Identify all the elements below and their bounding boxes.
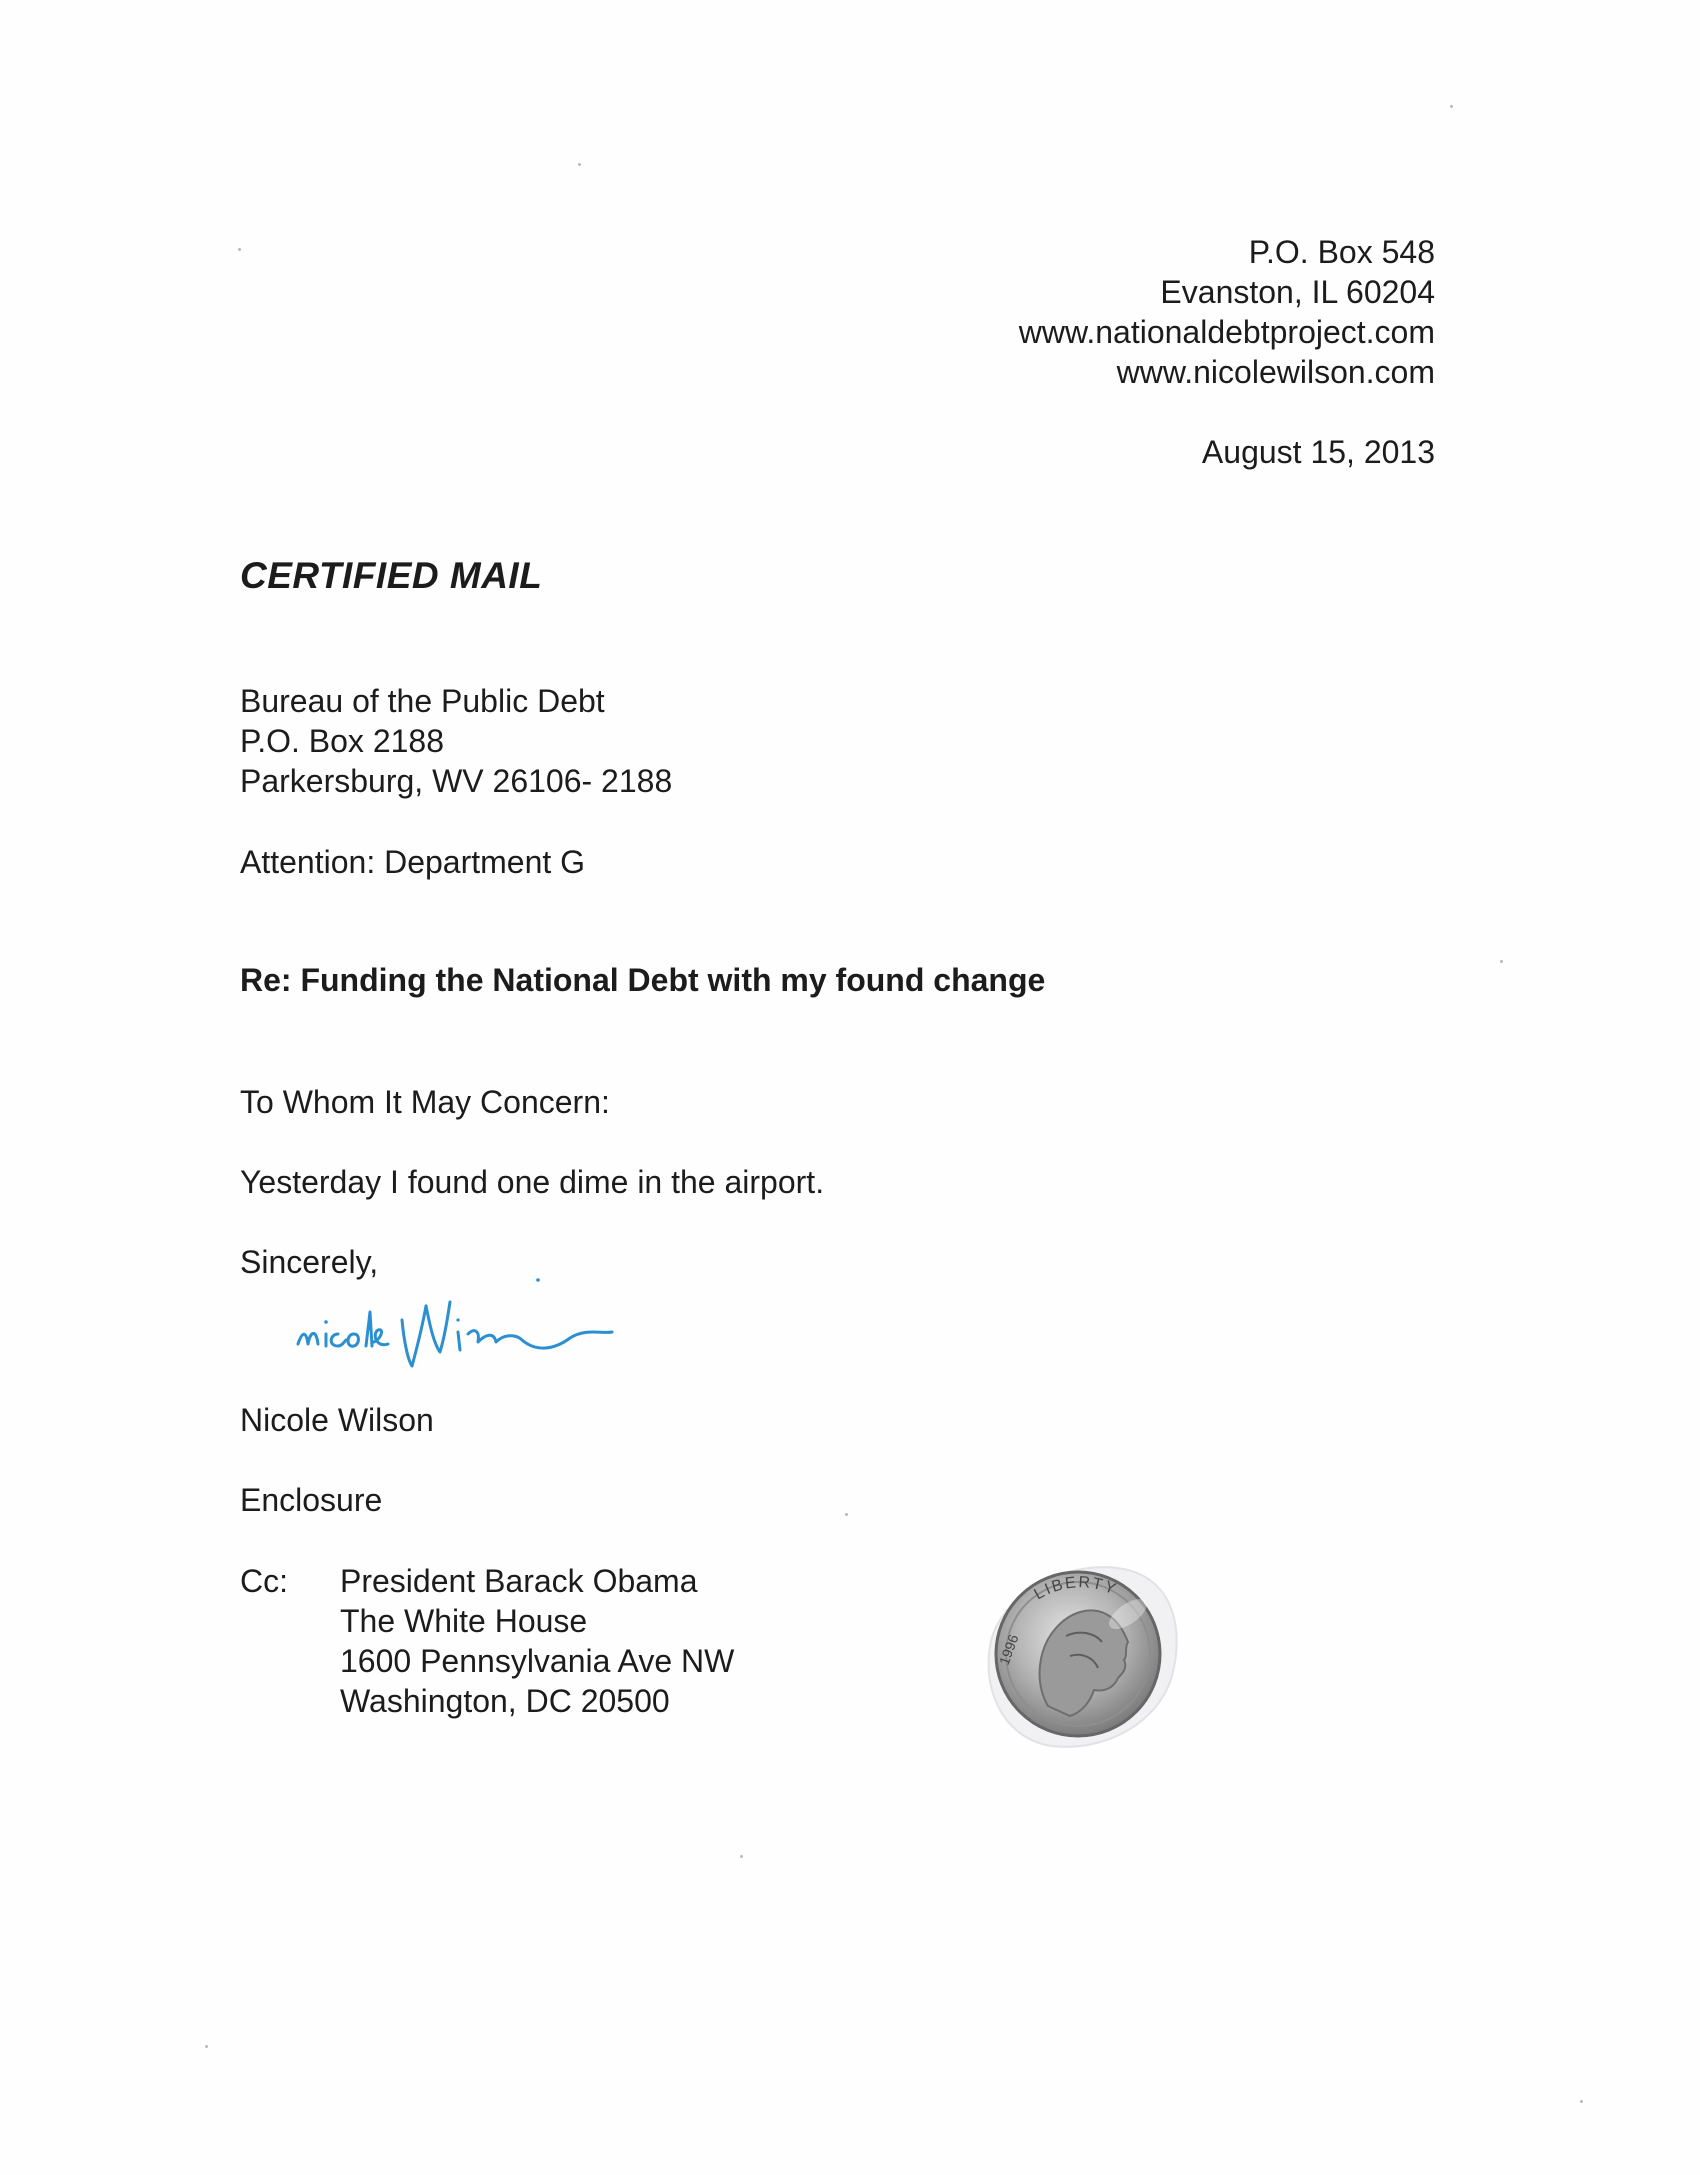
coin-rim-text: LIBERTY bbox=[1031, 1574, 1120, 1604]
sender-po-box: P.O. Box 548 bbox=[1248, 234, 1435, 270]
cc-name: President Barack Obama bbox=[340, 1563, 698, 1599]
dime-icon bbox=[978, 1556, 1188, 1756]
attention-line: Attention: Department G bbox=[240, 844, 586, 880]
recipient-address-block bbox=[240, 681, 672, 801]
handwritten-signature bbox=[290, 1262, 640, 1387]
scan-speck bbox=[740, 1855, 743, 1858]
salutation: To Whom It May Concern: bbox=[240, 1084, 610, 1120]
cc-label: Cc: bbox=[240, 1563, 288, 1599]
recipient-po-box: P.O. Box 2188 bbox=[240, 723, 444, 759]
cc-organization: The White House bbox=[340, 1603, 588, 1639]
sender-website-national-debt: www.nationaldebtproject.com bbox=[1018, 314, 1435, 350]
scan-speck bbox=[238, 248, 241, 251]
sender-website-personal: www.nicolewilson.com bbox=[1116, 354, 1435, 390]
cc-address-block bbox=[340, 1561, 734, 1721]
enclosure-note: Enclosure bbox=[240, 1482, 383, 1518]
letter-date: August 15, 2013 bbox=[1201, 434, 1435, 470]
scan-speck bbox=[205, 2045, 208, 2048]
letter-body: Yesterday I found one dime in the airport. bbox=[240, 1164, 825, 1200]
subject-line: Re: Funding the National Debt with my found change bbox=[240, 962, 1046, 998]
sender-city-state-zip: Evanston, IL 60204 bbox=[1160, 274, 1435, 310]
scan-speck bbox=[845, 1513, 848, 1516]
sender-address-block bbox=[1019, 232, 1435, 392]
coin-year: 1996 bbox=[995, 1632, 1022, 1668]
cc-city-state-zip: Washington, DC 20500 bbox=[340, 1683, 670, 1719]
dime-coin-enclosure bbox=[978, 1556, 1188, 1756]
scan-speck bbox=[1580, 2100, 1583, 2103]
scan-speck bbox=[1500, 960, 1503, 963]
cc-street: 1600 Pennsylvania Ave NW bbox=[340, 1643, 735, 1679]
scan-speck bbox=[578, 163, 581, 166]
closing: Sincerely, bbox=[240, 1244, 379, 1280]
scan-speck bbox=[1450, 105, 1453, 108]
recipient-city-state-zip: Parkersburg, WV 26106- 2188 bbox=[240, 763, 673, 799]
certified-mail-heading: CERTIFIED MAIL bbox=[240, 555, 543, 596]
signer-name: Nicole Wilson bbox=[240, 1402, 434, 1438]
recipient-name: Bureau of the Public Debt bbox=[240, 683, 605, 719]
